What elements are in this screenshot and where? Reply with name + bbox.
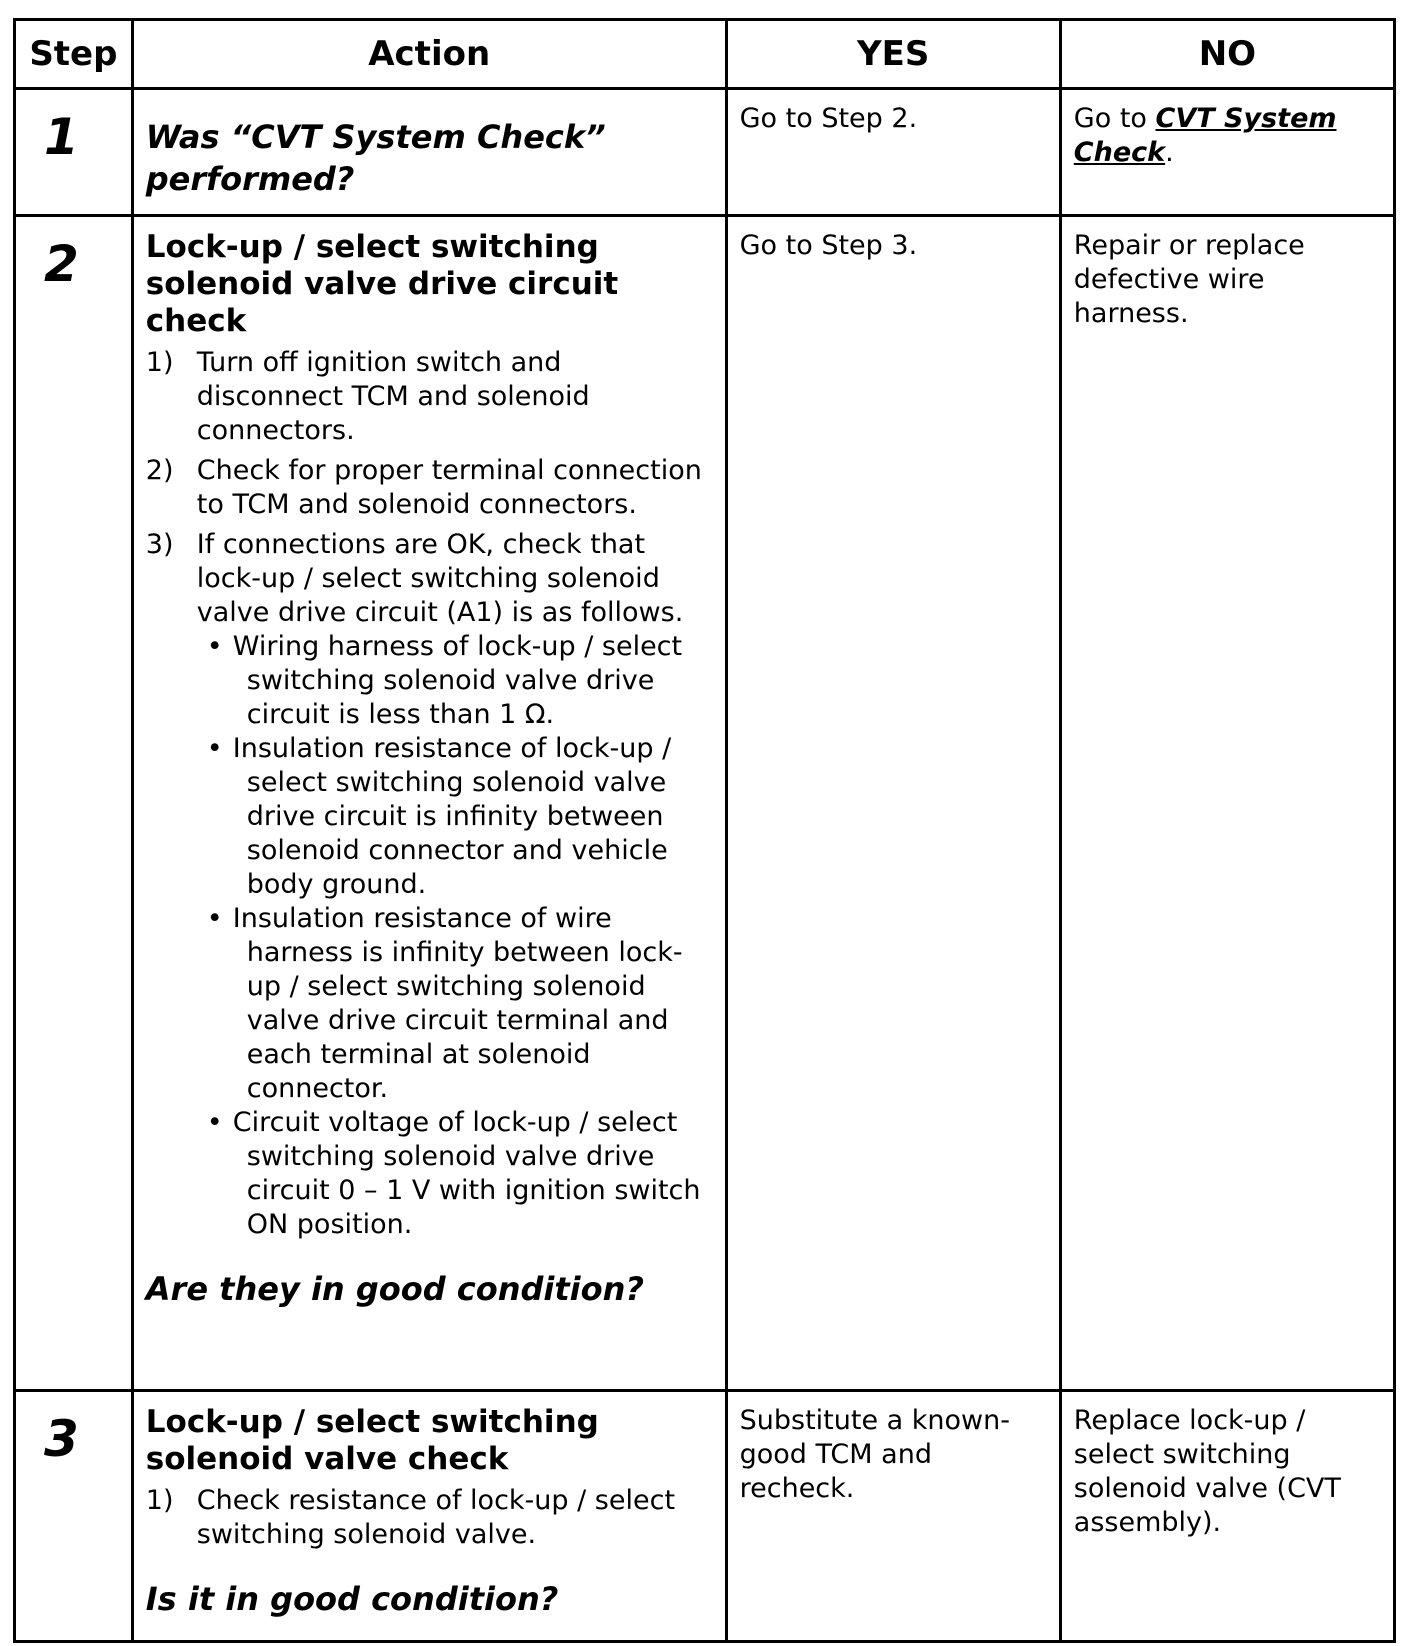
no-cell xyxy=(1060,89,1394,215)
bullet-icon: • xyxy=(206,1106,223,1138)
bullet-item xyxy=(197,630,711,732)
no-cell: Repair or replace defective wire harness. xyxy=(1060,215,1394,1390)
step-index: 2) xyxy=(145,454,174,486)
step-index: 1) xyxy=(145,346,174,378)
step-text: Check for proper terminal connection to TCM and solenoid connectors. xyxy=(196,454,702,520)
step-text: If connections are OK, check that lock-up / select switching solenoid valve drive circuit (A1) is as follows. xyxy=(196,528,684,628)
action-heading: Lock-up / select switching solenoid valve check xyxy=(145,1403,599,1477)
step-number: 1 xyxy=(15,89,133,215)
action-heading: Lock-up / select switching solenoid valve drive circuit check xyxy=(145,228,619,339)
action-cell xyxy=(132,1390,726,1641)
step-row-3 xyxy=(15,1390,1395,1641)
bullet-text: Circuit voltage of lock-up / select switching solenoid valve drive circuit 0 – 1 V with ignition switch ON position. xyxy=(232,1106,701,1240)
header-row xyxy=(15,20,1395,89)
header-no: NO xyxy=(1060,20,1394,89)
bullet-icon: • xyxy=(206,902,223,934)
cvt-system-check-link[interactable]: CVT System Check xyxy=(1073,103,1337,169)
step-row-2 xyxy=(15,215,1395,1390)
bullet-item xyxy=(197,732,711,902)
bullet-text: Wiring harness of lock-up / select switching solenoid valve drive circuit is less than 1 Ω. xyxy=(232,630,683,730)
question-text: Was “CVT System Check” performed? xyxy=(145,118,606,199)
bullet-icon: • xyxy=(206,630,223,662)
step-index: 1) xyxy=(145,1484,174,1516)
bullet-text: Insulation resistance of wire harness is infinity between lock-up / select switching solenoid valve drive circuit terminal and each terminal at solenoid connector. xyxy=(232,902,683,1104)
bullet-text: Insulation resistance of lock-up / select switching solenoid valve drive circuit is infinity between solenoid connector and vehicle body ground. xyxy=(232,732,672,900)
no-cell: Replace lock-up / select switching solenoid valve (CVT assembly). xyxy=(1060,1390,1394,1641)
bullet-icon: • xyxy=(206,732,223,764)
step-text: Check resistance of lock-up / select switching solenoid valve. xyxy=(196,1484,676,1550)
diagnostic-table xyxy=(13,18,1396,1643)
header-step: Step xyxy=(15,20,133,89)
question-text: Is it in good condition? xyxy=(145,1579,559,1618)
procedure-step xyxy=(146,528,711,630)
no-text-suffix: . xyxy=(1165,137,1174,169)
bullet-item xyxy=(197,1106,711,1242)
question-text: Are they in good condition? xyxy=(145,1269,644,1308)
step-number: 3 xyxy=(15,1390,133,1641)
step-index: 3) xyxy=(145,528,174,560)
step-row-1 xyxy=(15,89,1395,215)
bullet-item xyxy=(197,902,711,1106)
action-cell xyxy=(132,89,726,215)
yes-cell: Go to Step 3. xyxy=(726,215,1060,1390)
header-action: Action xyxy=(132,20,726,89)
step-text: Turn off ignition switch and disconnect TCM and solenoid connectors. xyxy=(196,346,590,446)
procedure-step xyxy=(146,1484,711,1552)
yes-cell: Go to Step 2. xyxy=(726,89,1060,215)
procedure-step xyxy=(146,346,711,448)
procedure-step xyxy=(146,454,711,522)
action-cell xyxy=(132,215,726,1390)
step-number: 2 xyxy=(15,215,133,1390)
header-yes: YES xyxy=(726,20,1060,89)
no-text-prefix: Go to xyxy=(1073,103,1156,135)
yes-cell: Substitute a known-good TCM and recheck. xyxy=(726,1390,1060,1641)
